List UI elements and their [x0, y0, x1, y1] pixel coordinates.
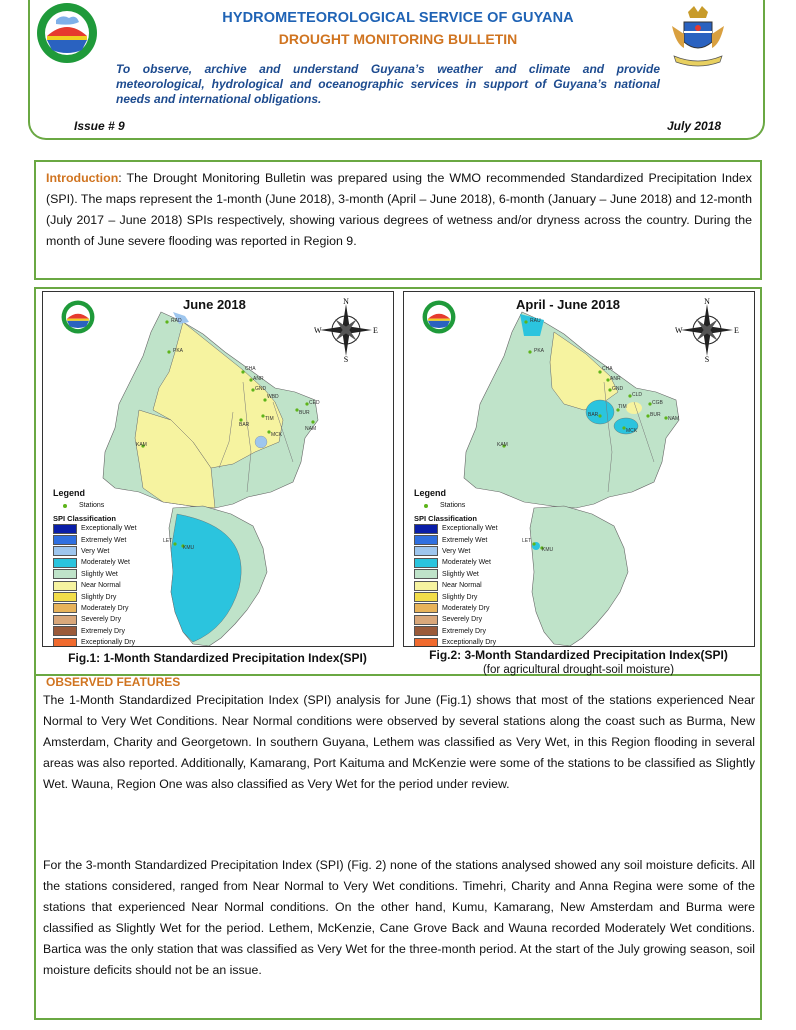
- legend-row: [414, 546, 498, 557]
- legend-row: [53, 614, 137, 625]
- legend-title: Legend: [53, 488, 86, 498]
- legend-label: Moderately Wet: [81, 559, 130, 567]
- bulletin-title: DROUGHT MONITORING BULLETIN: [278, 31, 518, 47]
- map-legend: [414, 488, 498, 647]
- station-dot-icon: [424, 504, 428, 508]
- introduction-box: [34, 160, 762, 280]
- legend-swatch: [414, 558, 438, 568]
- legend-label: Slightly Dry: [442, 593, 478, 601]
- legend-label: Slightly Wet: [442, 570, 479, 578]
- legend-swatch: [53, 626, 77, 636]
- station-label: BAR: [588, 412, 599, 418]
- legend-label: Exceptionally Dry: [442, 639, 497, 647]
- legend-swatch: [53, 535, 77, 545]
- map-title: April - June 2018: [516, 297, 621, 312]
- station-label: PKA: [173, 348, 184, 354]
- legend-label: Exceptionally Dry: [81, 639, 136, 647]
- station-label: RAD: [171, 318, 182, 324]
- station-label: KAM: [136, 442, 147, 448]
- legend-label: Near Normal: [81, 582, 121, 590]
- station-label: LET: [163, 538, 173, 544]
- organization-title: HYDROMETEOROLOGICAL SERVICE OF GUYANA: [222, 10, 574, 26]
- legend-row: [53, 557, 137, 568]
- legend-swatch: [53, 524, 77, 534]
- introduction-body: : The Drought Monitoring Bulletin was prepared using the WMO recommended Standardized Precipitation Index (SPI). The maps represent the 1-month (June 2018), 3-month (April – June 2018), 6-month (January – June 2018) and 12-month (July 2017 – June 2018) SPIs respectively, showing various degrees of wetness and/or dryness across the country. During the month of June severe flooding was reported in Region 9.: [46, 171, 752, 248]
- figure-2-caption: Fig.2: 3-Month Standardized Precipitation Index(SPI): [429, 648, 728, 662]
- legend-swatch: [53, 603, 77, 613]
- legend-label: Slightly Wet: [81, 570, 118, 578]
- observed-paragraph-1: The 1-Month Standardized Precipitation Index (SPI) analysis for June (Fig.1) shows that most of the stations experienced Near Normal to Very Wet Conditions. Near Normal conditions were observed by several stations along the coast such as Burma, New Amsterdam, Charity and Georgetown. In southern Guyana, Lethem was classified as Very Wet, in this Region flooding in several areas was also reported. Additionally, Kamarang, Port Kaituma and McKenzie were some of the stations to be classified as Slightly Wet. Wauna, Region One was also classified as Very Wet for the period under review.: [43, 693, 755, 791]
- legend-stations: Stations: [440, 502, 466, 509]
- legend-classes: [414, 523, 498, 647]
- station-label: CHA: [602, 366, 613, 372]
- legend-row: [53, 626, 137, 637]
- legend-row: [53, 569, 137, 580]
- legend-swatch: [414, 626, 438, 636]
- legend-swatch: [53, 592, 77, 602]
- station-label: KMU: [183, 545, 195, 551]
- station-label: LET: [522, 538, 532, 544]
- issue-number: Issue # 9: [74, 119, 125, 133]
- mission-statement: To observe, archive and understand Guyana’s weather and climate and provide meteorological, hydrological and oceanographic services in support of Guyana’s national needs and international obligations.: [116, 62, 660, 106]
- legend-spi-title: SPI Classification: [53, 514, 116, 523]
- station-label: WBD: [267, 394, 279, 400]
- legend-title: Legend: [414, 488, 447, 498]
- station-label: CLD: [632, 392, 643, 398]
- station-label: GND: [255, 386, 267, 392]
- legend-label: Slightly Dry: [81, 593, 117, 601]
- legend-row: [414, 603, 498, 614]
- legend-label: Near Normal: [442, 582, 482, 590]
- legend-swatch: [53, 581, 77, 591]
- station-label: ANR: [253, 376, 264, 382]
- legend-row: [414, 591, 498, 602]
- station-label: BUR: [650, 412, 661, 418]
- legend-label: Moderately Dry: [442, 604, 490, 612]
- station-label: TIM: [618, 404, 627, 410]
- legend-row: [53, 591, 137, 602]
- station-label: TIM: [265, 416, 274, 422]
- compass-s: S: [343, 355, 349, 362]
- station-label: PKA: [534, 348, 545, 354]
- legend-swatch: [53, 638, 77, 647]
- legend-label: Exceptionally Wet: [81, 525, 137, 533]
- legend-swatch: [414, 638, 438, 647]
- compass-s: S: [704, 355, 710, 362]
- legend-label: Moderately Dry: [81, 604, 129, 612]
- map-legend: [53, 488, 137, 647]
- legend-row: [414, 580, 498, 591]
- station-label: BAR: [239, 422, 250, 428]
- station-label: CGB: [652, 400, 663, 406]
- legend-swatch: [414, 603, 438, 613]
- legend-row: [53, 603, 137, 614]
- legend-label: Very Wet: [442, 547, 471, 555]
- legend-row: [53, 580, 137, 591]
- legend-row: [414, 614, 498, 625]
- legend-swatch: [414, 535, 438, 545]
- station-label: MCK: [271, 432, 283, 438]
- map-june-2018: [42, 291, 394, 647]
- station-label: CHA: [245, 366, 256, 372]
- legend-stations: Stations: [79, 502, 105, 509]
- legend-label: Moderately Wet: [442, 559, 491, 567]
- figure-1: [40, 289, 395, 674]
- legend-swatch: [53, 558, 77, 568]
- legend-row: [53, 523, 137, 534]
- station-label: ANR: [610, 376, 621, 382]
- legend-row: [414, 626, 498, 637]
- legend-swatch: [414, 546, 438, 556]
- compass-e: E: [373, 326, 378, 335]
- issue-date: July 2018: [667, 119, 722, 133]
- legend-row: [53, 546, 137, 557]
- legend-label: Severely Dry: [81, 616, 122, 624]
- figure-1-caption: Fig.1: 1-Month Standardized Precipitation Index(SPI): [68, 651, 367, 665]
- introduction-text: [46, 168, 752, 252]
- legend-row: [414, 569, 498, 580]
- station-label: MCK: [626, 428, 638, 434]
- legend-label: Severely Dry: [442, 616, 483, 624]
- legend-label: Extremely Wet: [442, 536, 488, 544]
- map-title: June 2018: [183, 297, 246, 312]
- observed-features-box: [34, 672, 762, 1020]
- map-april-june-2018: [403, 291, 755, 647]
- legend-swatch: [414, 615, 438, 625]
- legend-row: [414, 523, 498, 534]
- compass-n: N: [704, 298, 710, 306]
- figure-2-subcaption: (for agricultural drought-soil moisture): [482, 664, 675, 676]
- introduction-label: Introduction: [46, 171, 119, 185]
- station-label: RAU: [530, 318, 541, 324]
- legend-swatch: [53, 546, 77, 556]
- compass-e: E: [734, 326, 739, 335]
- legend-swatch: [414, 524, 438, 534]
- compass-w: W: [314, 326, 322, 335]
- legend-spi-title: SPI Classification: [414, 514, 477, 523]
- legend-swatch: [414, 569, 438, 579]
- observed-features-title: OBSERVED FEATURES: [46, 675, 181, 689]
- legend-swatch: [53, 615, 77, 625]
- station-label: KMU: [542, 547, 554, 553]
- station-label: NAM: [668, 416, 680, 422]
- legend-swatch: [414, 592, 438, 602]
- station-label: GND: [612, 386, 624, 392]
- legend-row: [414, 637, 498, 647]
- station-dot-icon: [63, 504, 67, 508]
- legend-swatch: [53, 569, 77, 579]
- legend-label: Extremely Dry: [81, 627, 125, 635]
- legend-row: [53, 534, 137, 545]
- station-label: CED: [309, 400, 320, 406]
- compass-w: W: [675, 326, 683, 335]
- legend-row: [414, 534, 498, 545]
- legend-classes: [53, 523, 137, 647]
- legend-row: [414, 557, 498, 568]
- legend-row: [53, 637, 137, 647]
- compass-n: N: [343, 298, 349, 306]
- legend-label: Very Wet: [81, 547, 110, 555]
- legend-label: Extremely Dry: [442, 627, 486, 635]
- legend-swatch: [414, 581, 438, 591]
- observed-paragraph-2: For the 3-month Standardized Precipitation Index (SPI) (Fig. 2) none of the stations analysed showed any soil moisture deficits. All the stations considered, ranged from Near Normal to Very Wet conditions. Timehri, Charity and Anna Regina were some of the stations that experienced Near Normal conditions. On the other hand, Kumu, Kamarang, New Amsterdam and Burma were classified as Slightly Wet for the period. Lethem, McKenzie, Cane Grove Back and Wauna recorded Moderately Wet conditions. Bartica was the only station that was classified as Very Wet for the three-month period. At the start of the July growing season, soil moisture deficits should not be an issue.: [43, 858, 755, 977]
- station-label: KAM: [497, 442, 508, 448]
- legend-label: Exceptionally Wet: [442, 525, 498, 533]
- figure-2: [401, 289, 756, 674]
- legend-label: Extremely Wet: [81, 536, 127, 544]
- figures-box: [34, 287, 762, 676]
- station-label: NAM: [305, 426, 317, 432]
- station-label: BUR: [299, 410, 310, 416]
